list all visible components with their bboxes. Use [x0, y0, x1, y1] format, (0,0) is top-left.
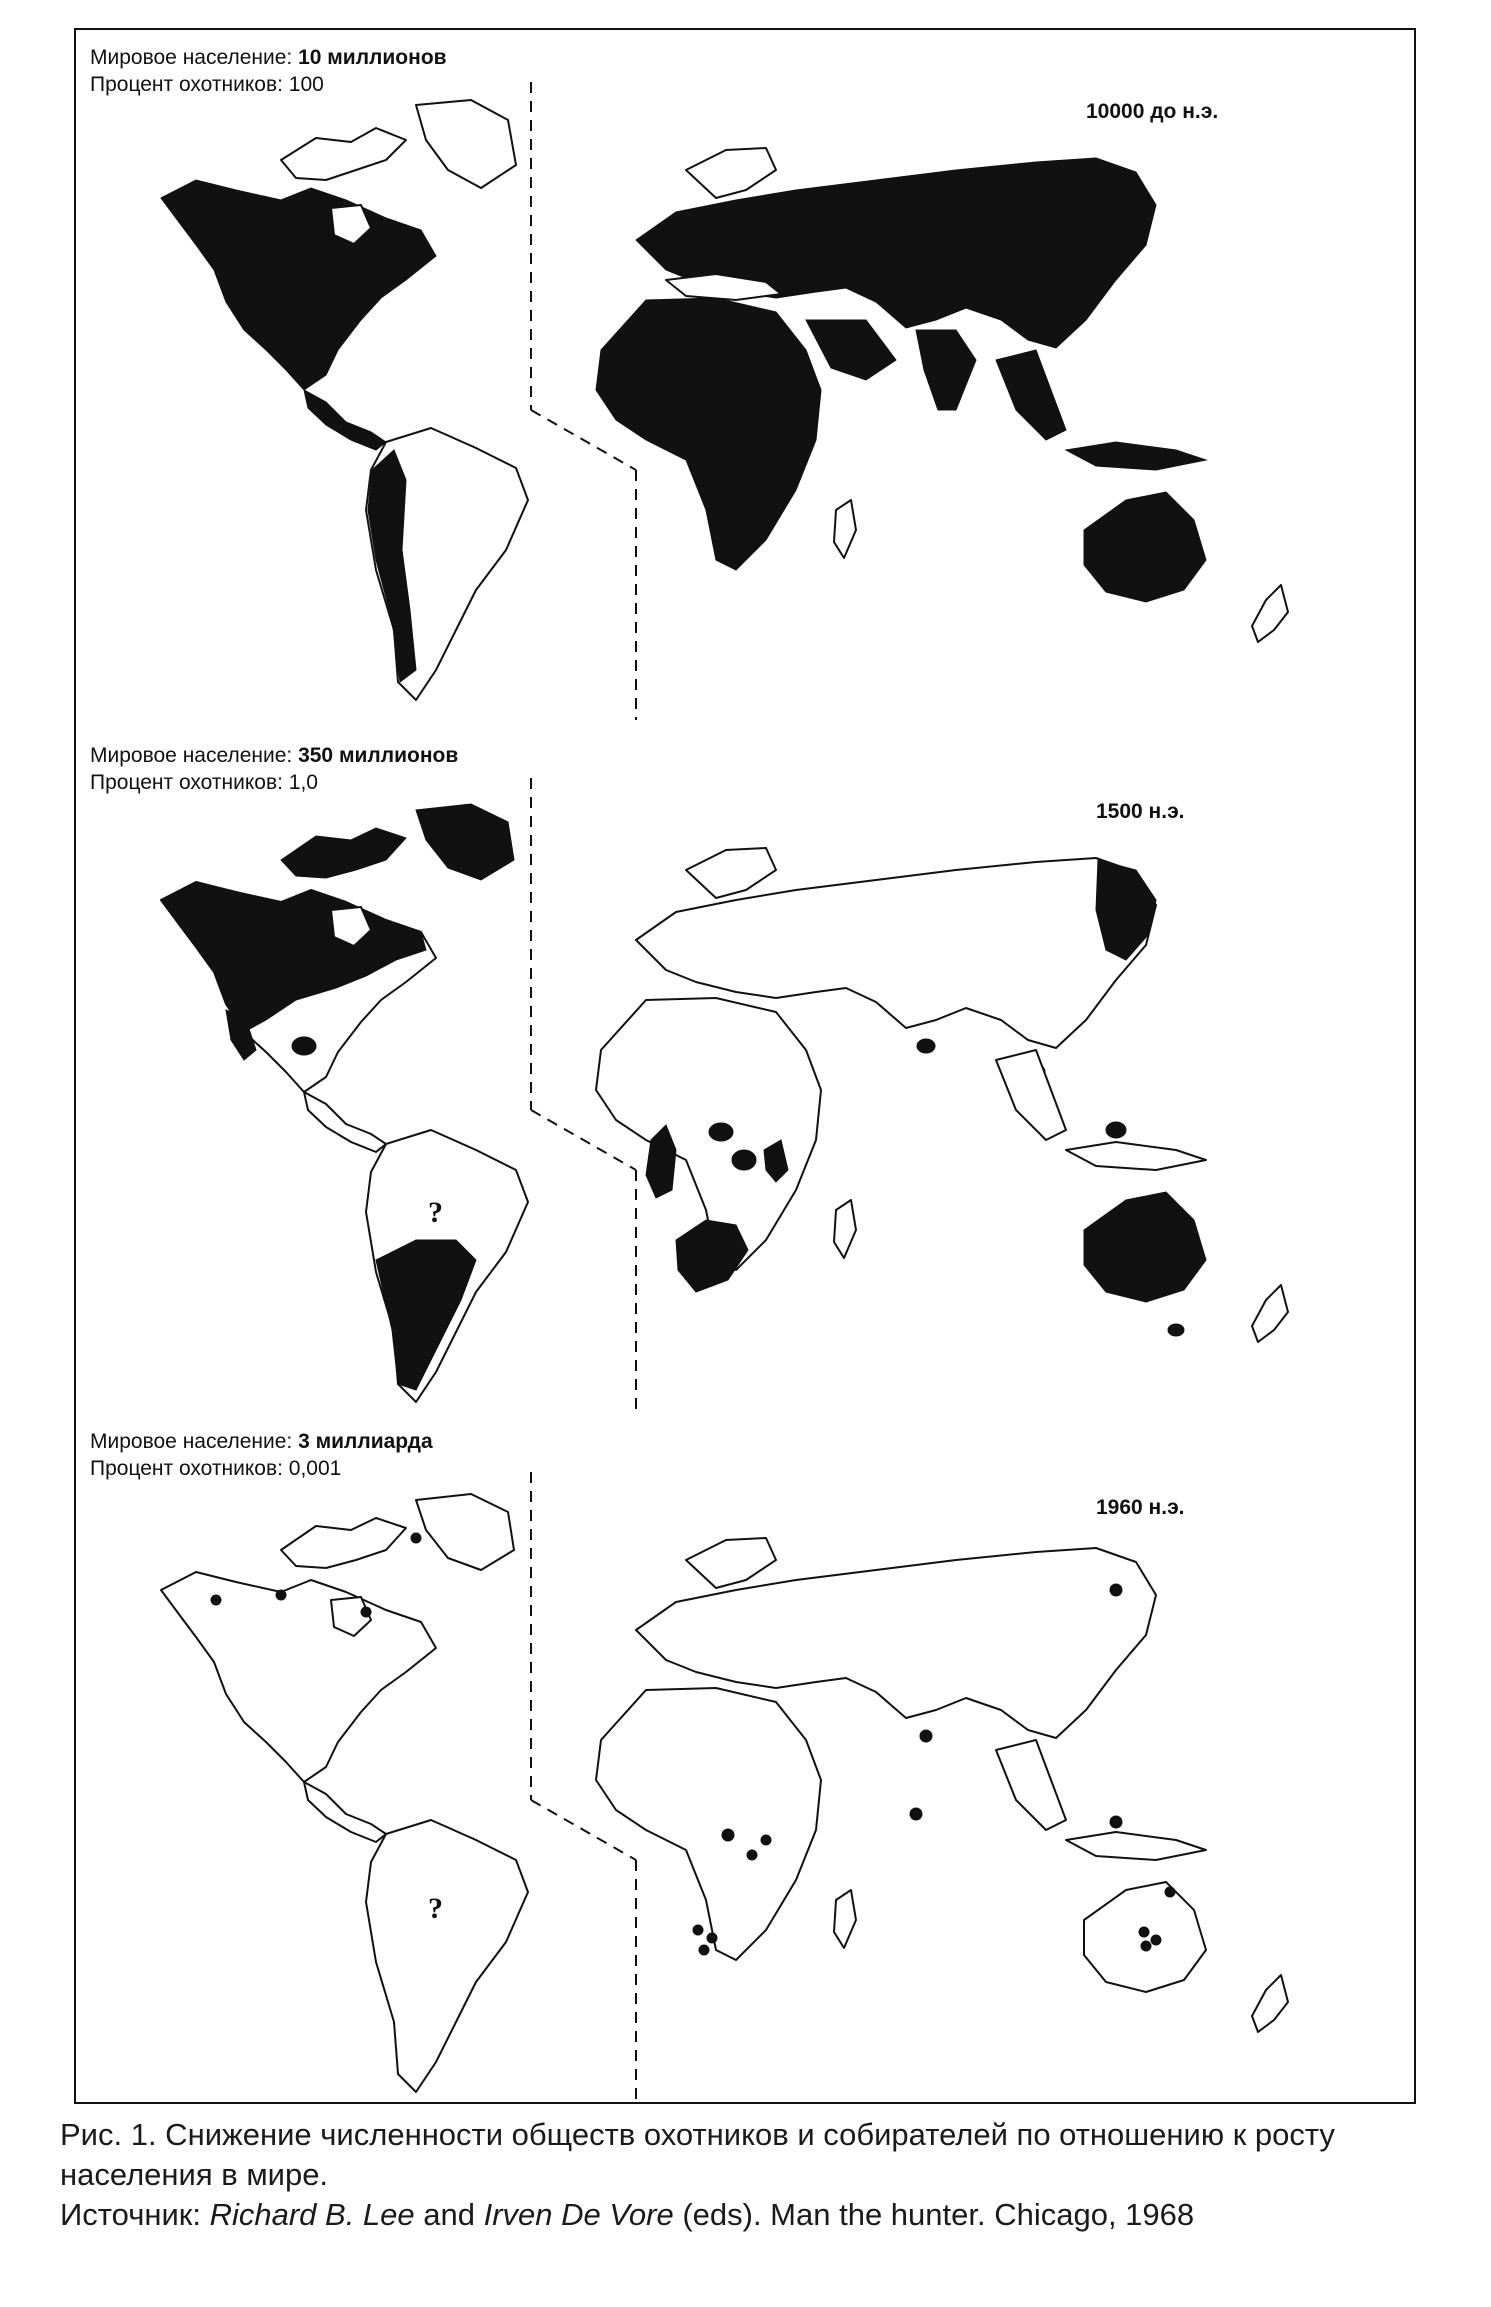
population-value: 10 миллионов	[298, 46, 447, 69]
hunter-pocket	[1110, 1584, 1122, 1596]
source-rest: (eds). Man the hunter. Chicago, 1968	[673, 2197, 1195, 2232]
south-america	[366, 1820, 528, 2092]
southeast-asia-hunters	[996, 350, 1066, 440]
indonesia-hunters	[1066, 442, 1206, 470]
hunter-pocket	[722, 1829, 734, 1841]
india-hunters	[916, 330, 976, 410]
uncertain-marker: ?	[428, 1892, 443, 1925]
hunter-pocket	[699, 1945, 709, 1955]
figure-frame	[74, 28, 1416, 2104]
map-panel-1500ad	[76, 720, 1414, 1410]
uncertain-marker: ?	[428, 1196, 443, 1229]
southeast-asia	[996, 1050, 1066, 1140]
arctic-hunters	[281, 828, 406, 878]
madagascar	[834, 1890, 856, 1948]
tasmania-hunters	[1168, 1324, 1184, 1336]
central-america	[304, 1092, 386, 1152]
uncertain-marker: ?	[456, 1244, 471, 1277]
arabia-india-hunters	[806, 320, 896, 380]
indonesia	[1066, 1832, 1206, 1860]
new-zealand	[1252, 585, 1288, 642]
map-panel-1960ad	[76, 1410, 1414, 2100]
figure-caption	[60, 2115, 1430, 2235]
world-map	[76, 1410, 1414, 2100]
hunters-label: Процент охотников:	[90, 771, 283, 794]
madagascar	[834, 1200, 856, 1258]
era-label: 1960 н.э.	[1096, 1496, 1185, 1519]
indonesia	[1066, 1142, 1206, 1170]
hunter-pocket	[276, 1590, 286, 1600]
australia-hunters	[1084, 492, 1206, 602]
central-america	[304, 1782, 386, 1842]
hunter-pocket	[1110, 1816, 1122, 1828]
world-map	[76, 30, 1414, 720]
hunter-pocket	[732, 1150, 756, 1170]
hunters-value: 100	[288, 73, 324, 96]
source-author-1: Richard B. Lee	[209, 2197, 415, 2232]
hunter-pocket	[411, 1533, 421, 1543]
population-value: 350 миллионов	[298, 744, 459, 767]
north-america	[161, 1572, 436, 1782]
source-label: Источник:	[60, 2197, 210, 2232]
new-zealand	[1252, 1285, 1288, 1342]
scandinavia	[686, 848, 776, 898]
hunter-pocket	[747, 1850, 757, 1860]
hunter-pocket	[211, 1595, 221, 1605]
hunter-pocket	[917, 1039, 935, 1053]
caption-source	[60, 2195, 1430, 2235]
central-america-hunters	[304, 390, 386, 450]
north-america-hunters	[161, 180, 436, 390]
kalahari-hunters	[676, 1220, 748, 1292]
australia-hunters	[1084, 1192, 1206, 1302]
era-label: 1500 н.э.	[1096, 800, 1185, 823]
hunter-pocket	[910, 1808, 922, 1820]
hunters-value: 0,001	[288, 1457, 342, 1480]
new-zealand	[1252, 1975, 1288, 2032]
hunter-pocket	[709, 1123, 733, 1141]
hunter-pocket	[1151, 1935, 1161, 1945]
map-panel-10000bc	[76, 30, 1414, 720]
era-label: 10000 до н.э.	[1086, 100, 1219, 123]
greenland-hunters	[416, 804, 514, 880]
caption-text: Рис. 1. Снижение численности обществ охотников и собирателей по отношению к росту населения в мире.	[60, 2117, 1335, 2192]
population-value: 3 миллиарда	[298, 1430, 433, 1453]
madagascar	[834, 500, 856, 558]
hunter-pocket	[693, 1925, 703, 1935]
hunters-label: Процент охотников:	[90, 73, 283, 96]
scandinavia	[686, 1538, 776, 1588]
hunter-pocket	[1139, 1927, 1149, 1937]
source-and: and	[414, 2197, 484, 2232]
world-map	[76, 720, 1414, 1410]
population-label: Мировое население:	[90, 744, 293, 767]
population-label: Мировое население:	[90, 1430, 293, 1453]
greenland	[416, 100, 516, 188]
hunter-pocket	[920, 1730, 932, 1742]
hunter-pocket	[1141, 1941, 1151, 1951]
hunters-label: Процент охотников:	[90, 1457, 283, 1480]
scandinavia	[686, 148, 776, 198]
arctic-islands	[281, 1518, 406, 1568]
hunters-value: 1,0	[288, 771, 318, 794]
hunter-pocket	[707, 1933, 717, 1943]
southeast-asia	[996, 1740, 1066, 1830]
africa	[596, 1688, 821, 1960]
hunter-pocket	[1106, 1122, 1126, 1138]
greenland	[416, 1494, 514, 1570]
source-author-2: Irven De Vore	[483, 2197, 674, 2232]
arctic-islands	[281, 128, 406, 180]
hunter-pocket	[1165, 1887, 1175, 1897]
hunter-pocket	[361, 1607, 371, 1617]
population-label: Мировое население:	[90, 46, 293, 69]
hunter-pocket	[292, 1037, 316, 1055]
hunter-pocket	[761, 1835, 771, 1845]
africa-hunters	[596, 298, 821, 570]
